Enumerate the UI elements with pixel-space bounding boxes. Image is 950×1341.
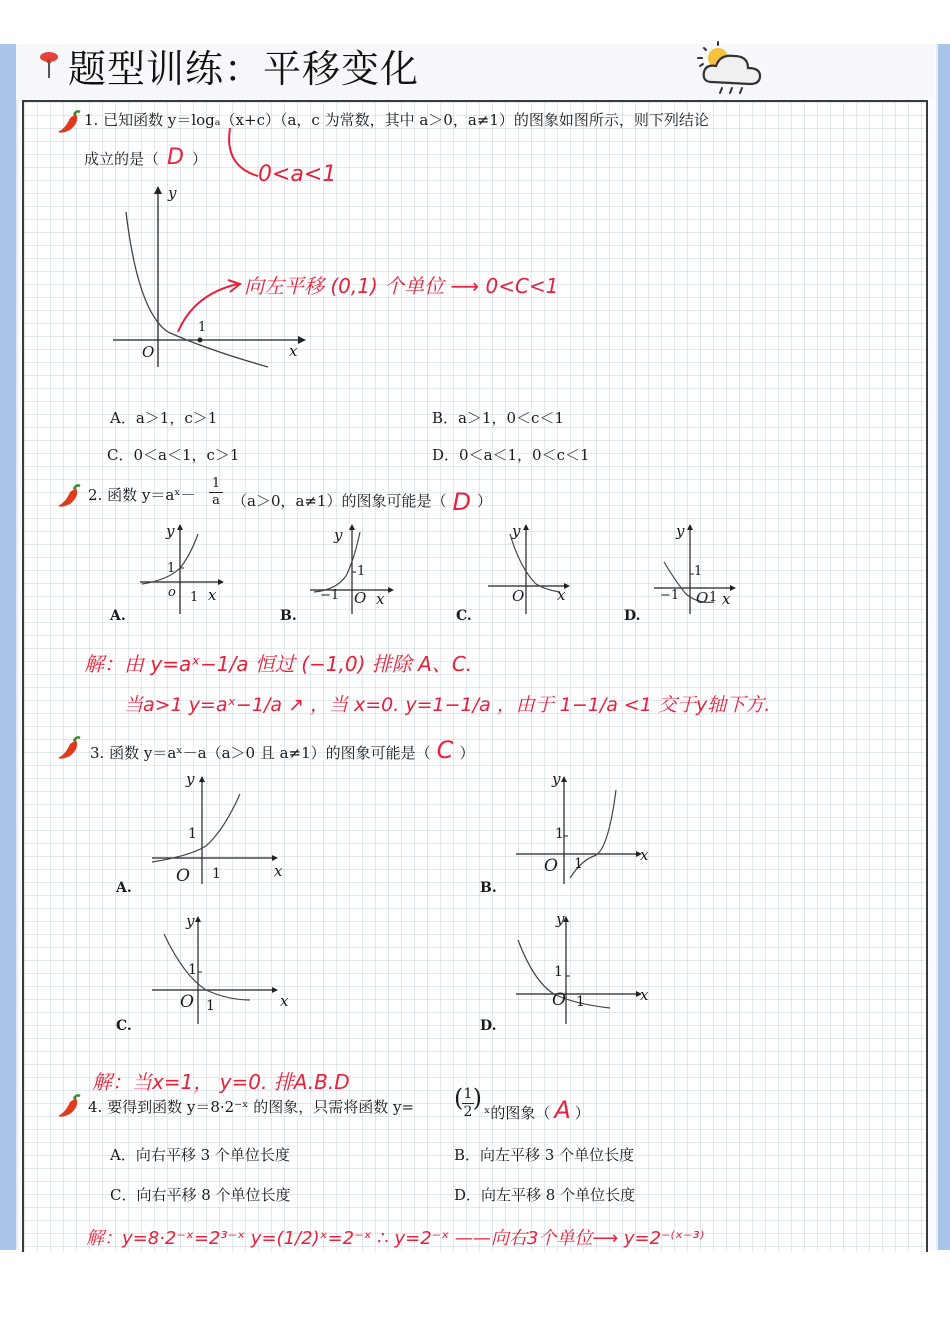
origin-label: O bbox=[180, 992, 194, 1012]
handwritten-solution: 解：y=8·2⁻ˣ=2³⁻ˣ y=(1/2)ˣ=2⁻ˣ ∴ y=2⁻ˣ ——向右3个单位⟶ y=2⁻⁽ˣ⁻³⁾ bbox=[86, 1228, 705, 1249]
question-text: 函数 y＝aˣ－ bbox=[107, 486, 196, 504]
tick-label-one: 1 bbox=[694, 564, 703, 579]
question-text: 要得到函数 y＝8·2⁻ˣ 的图象，只需将函数 y= bbox=[107, 1098, 415, 1116]
axis-label-x: x bbox=[557, 586, 566, 604]
graph-label-a: A. bbox=[116, 880, 132, 896]
handwritten-solution: 解：当x=1， y=0. 排A.B.D bbox=[92, 1070, 350, 1094]
question-text: ） bbox=[477, 492, 493, 510]
question-2-stem-tail bbox=[232, 484, 493, 516]
question-3-stem bbox=[90, 736, 474, 764]
page-title: 题型训练：平移变化 bbox=[68, 47, 420, 91]
handwritten-answer: A bbox=[554, 1096, 571, 1124]
tick-label-one: 1 bbox=[709, 590, 718, 605]
tick-label-neg-one: −1 bbox=[320, 588, 340, 603]
chili-pepper-icon bbox=[56, 1094, 82, 1118]
tick-label-one: 1 bbox=[212, 866, 221, 882]
handwritten-note: 向左平移 (0,1) 个单位 ⟶ 0<C<1 bbox=[244, 274, 559, 298]
fraction-denominator: 2 bbox=[463, 1104, 473, 1120]
tick-label-one: 1 bbox=[188, 962, 197, 978]
axis-label-y: y bbox=[676, 522, 685, 540]
question-text: 已知函数 y＝logₐ（x+c）（a，c 为常数，其中 a＞0，a≠1）的图象如图所示，则下列结论 bbox=[103, 111, 709, 129]
question-number: 4. bbox=[88, 1098, 103, 1116]
axis-label-x: x bbox=[640, 986, 649, 1004]
tick-label-one: 1 bbox=[357, 564, 366, 579]
axis-label-y: y bbox=[166, 522, 175, 540]
handwritten-arrow bbox=[176, 280, 246, 336]
axis-label-y: y bbox=[168, 184, 177, 202]
fraction bbox=[209, 476, 223, 509]
tick-label-one: 1 bbox=[190, 590, 199, 605]
handwritten-answer: C bbox=[436, 736, 454, 764]
question-text: 成立的是（ bbox=[84, 150, 160, 168]
question-2-stem bbox=[88, 484, 196, 505]
handwritten-answer: D bbox=[167, 145, 184, 170]
graph-label-b: B. bbox=[480, 880, 497, 896]
axis-label-y: y bbox=[556, 910, 565, 928]
axis-label-y: y bbox=[512, 522, 521, 540]
axis-label-y: y bbox=[186, 912, 195, 930]
handwritten-solution: 解：由 y=aˣ−1/a 恒过 (−1,0) 排除 A、C. bbox=[84, 652, 473, 676]
axis-label-x: x bbox=[640, 846, 649, 864]
option-b: B．向左平移 3 个单位长度 bbox=[454, 1146, 635, 1164]
question-1-stem bbox=[84, 109, 709, 130]
origin-label: O bbox=[552, 990, 566, 1010]
q3-graph-c bbox=[150, 914, 280, 1024]
option-d: D．向左平移 8 个单位长度 bbox=[454, 1186, 636, 1204]
fraction-numerator: 1 bbox=[463, 1086, 473, 1102]
tick-label-one: 1 bbox=[198, 320, 207, 335]
axis-label-y: y bbox=[552, 770, 561, 788]
chili-pepper-icon bbox=[56, 110, 82, 134]
axis-label-x: x bbox=[274, 862, 283, 880]
question-number: 2. bbox=[88, 486, 103, 504]
tick-label-neg-one: −1 bbox=[660, 588, 680, 603]
question-number: 3. bbox=[90, 744, 105, 762]
question-text: ˣ的图象（ bbox=[484, 1104, 551, 1122]
tick-label-one: 1 bbox=[188, 826, 197, 842]
origin-label: o bbox=[168, 585, 176, 600]
option-a: A．向右平移 3 个单位长度 bbox=[110, 1146, 290, 1164]
question-text: ） bbox=[459, 744, 475, 762]
graph-label-a: A. bbox=[110, 608, 126, 624]
tick-label-one: 1 bbox=[576, 994, 585, 1010]
axis-label-x: x bbox=[289, 342, 298, 360]
question-1-stem-line2 bbox=[84, 145, 207, 170]
origin-label: O bbox=[512, 587, 525, 605]
axis-label-y: y bbox=[334, 526, 343, 544]
origin-label: O bbox=[696, 589, 709, 607]
tick-label-one: 1 bbox=[574, 856, 583, 872]
tick-label-one: 1 bbox=[206, 998, 215, 1014]
chili-pepper-icon bbox=[56, 484, 82, 508]
option-b: B．a＞1，0＜c＜1 bbox=[432, 409, 564, 427]
graph-label-b: B. bbox=[280, 608, 297, 624]
tick-label-one: 1 bbox=[167, 561, 176, 576]
option-d: D．0＜a＜1，0＜c＜1 bbox=[432, 446, 590, 464]
right-paren: ) bbox=[472, 1084, 482, 1112]
pushpin-icon bbox=[38, 50, 60, 80]
question-text: （a＞0，a≠1）的图象可能是（ bbox=[232, 492, 447, 510]
tick-label-one: 1 bbox=[555, 826, 564, 842]
chili-pepper-icon bbox=[56, 736, 82, 760]
axis-label-y: y bbox=[186, 770, 195, 788]
axis-label-x: x bbox=[722, 590, 731, 608]
option-a: A．a＞1，c＞1 bbox=[110, 409, 218, 427]
axis-label-x: x bbox=[376, 590, 385, 608]
axis-label-x: x bbox=[208, 586, 217, 604]
handwritten-note: 0<a<1 bbox=[258, 162, 337, 187]
question-number: 1. bbox=[84, 111, 99, 129]
graph-label-c: C. bbox=[116, 1018, 132, 1034]
origin-label: O bbox=[544, 856, 558, 876]
fraction bbox=[454, 1086, 482, 1121]
origin-label: O bbox=[176, 866, 190, 886]
left-paren: ( bbox=[454, 1084, 464, 1112]
fraction-numerator: 1 bbox=[209, 476, 223, 493]
sun-cloud-rain-icon bbox=[688, 42, 770, 96]
option-c: C．向右平移 8 个单位长度 bbox=[110, 1186, 291, 1204]
option-c: C．0＜a＜1，c＞1 bbox=[107, 446, 240, 464]
handwritten-solution: 当a>1 y=aˣ−1/a ↗ ，当 x=0. y=1−1/a ，由于 1−1/a <1 交于y轴下方. bbox=[124, 694, 771, 716]
question-text: ） bbox=[191, 150, 207, 168]
handwritten-answer: D bbox=[452, 488, 472, 516]
graph-label-d: D. bbox=[480, 1018, 497, 1034]
axis-label-x: x bbox=[280, 992, 289, 1010]
graph-label-d: D. bbox=[624, 608, 641, 624]
origin-label: O bbox=[354, 589, 367, 607]
origin-label: O bbox=[142, 343, 155, 361]
question-text: ） bbox=[574, 1104, 590, 1122]
question-4-stem-tail bbox=[484, 1096, 590, 1124]
fraction-denominator: a bbox=[212, 493, 220, 508]
graph-label-c: C. bbox=[456, 608, 472, 624]
question-4-stem bbox=[88, 1096, 414, 1117]
question-text: 函数 y＝aˣ－a（a＞0 且 a≠1）的图象可能是（ bbox=[109, 744, 431, 762]
tick-label-one: 1 bbox=[554, 964, 563, 980]
